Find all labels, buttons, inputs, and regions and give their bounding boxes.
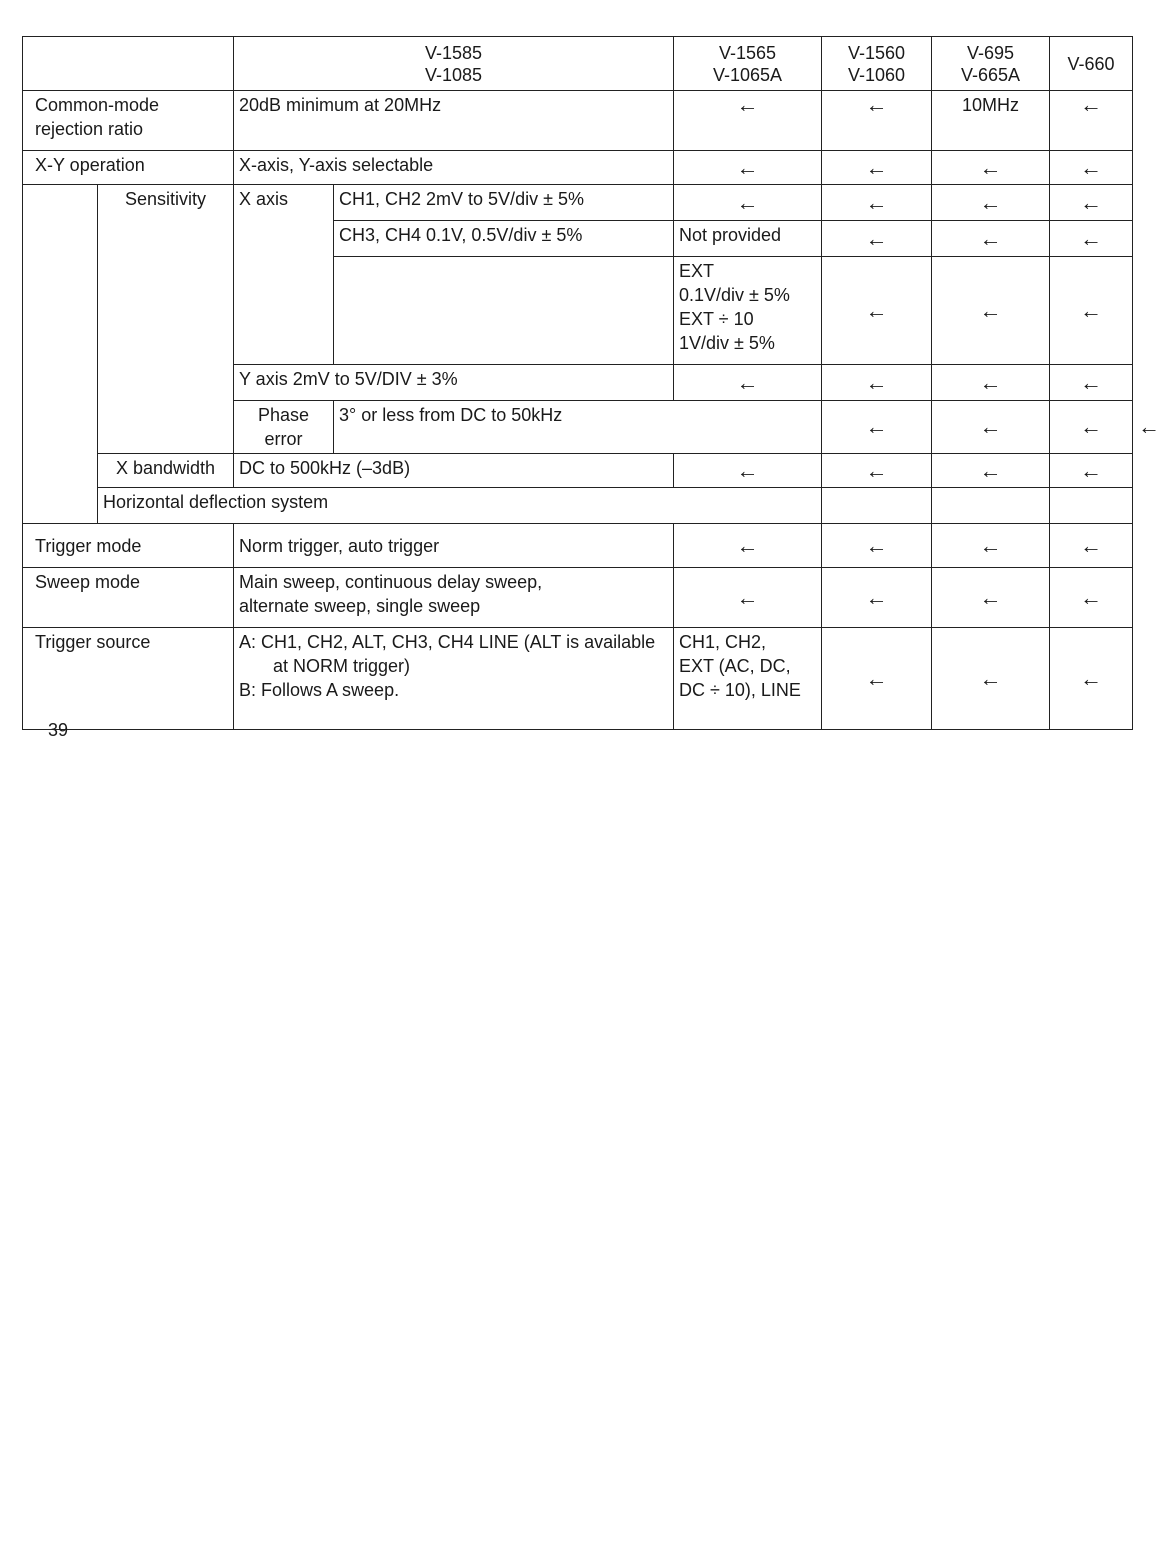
arrow-cell: ← [822, 401, 932, 454]
row-x-bandwidth [23, 454, 1133, 488]
trigmode-value: Norm trigger, auto trigger [234, 524, 674, 568]
header-model-1560: V-1560 V-1060 [822, 37, 932, 91]
xbw-label: X bandwidth [98, 454, 234, 488]
sens-ch34: CH3, CH4 0.1V, 0.5V/div ± 5% [334, 221, 674, 257]
hds-blank [1050, 488, 1133, 524]
header-model-1585: V-1585 V-1085 [234, 37, 674, 91]
trigsrc-label: Trigger source [23, 628, 234, 730]
arrow-cell: ← [1050, 454, 1133, 488]
row-trigger-source [23, 628, 1133, 730]
arrow-cell: ← [1050, 221, 1133, 257]
arrow-cell: ← [932, 185, 1050, 221]
row-horizontal-deflection [23, 488, 1133, 524]
header-model-1565: V-1565 V-1065A [674, 37, 822, 91]
arrow-cell: ← [674, 568, 822, 628]
arrow-cell: ← [822, 628, 932, 730]
row-sweep-mode [23, 568, 1133, 628]
arrow-cell: ← [674, 91, 822, 151]
phase-value: 3° or less from DC to 50kHz [334, 401, 822, 454]
arrow-cell: ← [932, 454, 1050, 488]
arrow-cell: ← [932, 628, 1050, 730]
arrow-cell: ← [1050, 365, 1133, 401]
sens-ch12: CH1, CH2 2mV to 5V/div ± 5% [334, 185, 674, 221]
arrow-cell: ← [932, 401, 1050, 454]
arrow-cell: ← [1050, 401, 1133, 454]
header-blank [23, 37, 234, 91]
arrow-cell: ← [674, 454, 822, 488]
trigsrc-a: A: CH1, CH2, ALT, CH3, CH4 LINE (ALT is available at NORM trigger) [239, 632, 656, 676]
arrow-cell: ← [822, 365, 932, 401]
arrow-cell: ← [1050, 628, 1133, 730]
hds-label: Horizontal deflection system [98, 488, 822, 524]
spec-table [22, 36, 1160, 730]
sweepmode-label: Sweep mode [23, 568, 234, 628]
sweepmode-value: Main sweep, continuous delay sweep, alternate sweep, single sweep [234, 568, 674, 628]
sensitivity-label: Sensitivity [98, 185, 234, 454]
arrow-cell: ← [932, 568, 1050, 628]
arrow-cell: ← [1050, 524, 1133, 568]
sens-ext-blank [334, 257, 674, 365]
arrow-cell: ← [1050, 257, 1133, 365]
row-xy-operation [23, 151, 1133, 185]
arrow-cell: ← [932, 257, 1050, 365]
sens-ch34-v1565: Not provided [674, 221, 822, 257]
arrow-cell: ← [822, 454, 932, 488]
xy-indent [23, 185, 98, 524]
arrow-cell: ← [674, 365, 822, 401]
arrow-cell: ← [822, 151, 932, 185]
sens-yaxis: Y axis 2mV to 5V/DIV ± 3% [234, 365, 674, 401]
trigmode-label: Trigger mode [23, 524, 234, 568]
arrow-cell: ← [932, 221, 1050, 257]
arrow-cell: ← [822, 185, 932, 221]
cmrr-value-v695: 10MHz [932, 91, 1050, 151]
arrow-cell: ← [1050, 185, 1133, 221]
xy-value: X-axis, Y-axis selectable [234, 151, 674, 185]
hds-blank [932, 488, 1050, 524]
arrow-cell: ← [932, 365, 1050, 401]
arrow-cell: ← [1050, 568, 1133, 628]
phase-label: Phase error [234, 401, 334, 454]
x-axis-label: X axis [234, 185, 334, 365]
arrow-cell: ← [932, 524, 1050, 568]
trigsrc-v1565: CH1, CH2, EXT (AC, DC, DC ÷ 10), LINE [674, 628, 822, 730]
header-model-660: V-660 [1050, 37, 1133, 91]
arrow-cell: ← [1050, 91, 1133, 151]
page-number: 39 [48, 720, 69, 740]
header-model-695: V-695 V-665A [932, 37, 1050, 91]
arrow-cell: ← [822, 221, 932, 257]
arrow-cell: ← [1050, 151, 1133, 185]
trigsrc-value [234, 628, 674, 730]
cmrr-label: Common-mode rejection ratio [23, 91, 234, 151]
hds-blank [822, 488, 932, 524]
trigsrc-b: B: Follows A sweep. [239, 680, 400, 700]
xy-label: X-Y operation [23, 151, 234, 185]
arrow-cell: ← [674, 524, 822, 568]
sens-ext-v1565: EXT 0.1V/div ± 5% EXT ÷ 10 1V/div ± 5% [674, 257, 822, 365]
row-cmrr [23, 91, 1133, 151]
arrow-cell: ← [822, 257, 932, 365]
cmrr-value: 20dB minimum at 20MHz [234, 91, 674, 151]
arrow-cell: ← [674, 185, 822, 221]
arrow-cell: ← [674, 151, 822, 185]
arrow-cell: ← [822, 91, 932, 151]
header-row [23, 37, 1133, 91]
xbw-value: DC to 500kHz (–3dB) [234, 454, 674, 488]
row-sens-ch12 [23, 185, 1133, 221]
arrow-cell: ← [932, 151, 1050, 185]
arrow-cell: ← [822, 524, 932, 568]
arrow-cell: ← [822, 568, 932, 628]
row-trigger-mode [23, 524, 1133, 568]
row-phase-error: Phase error 3° or less from DC to 50kHz ← ← ← ← [23, 401, 1133, 454]
